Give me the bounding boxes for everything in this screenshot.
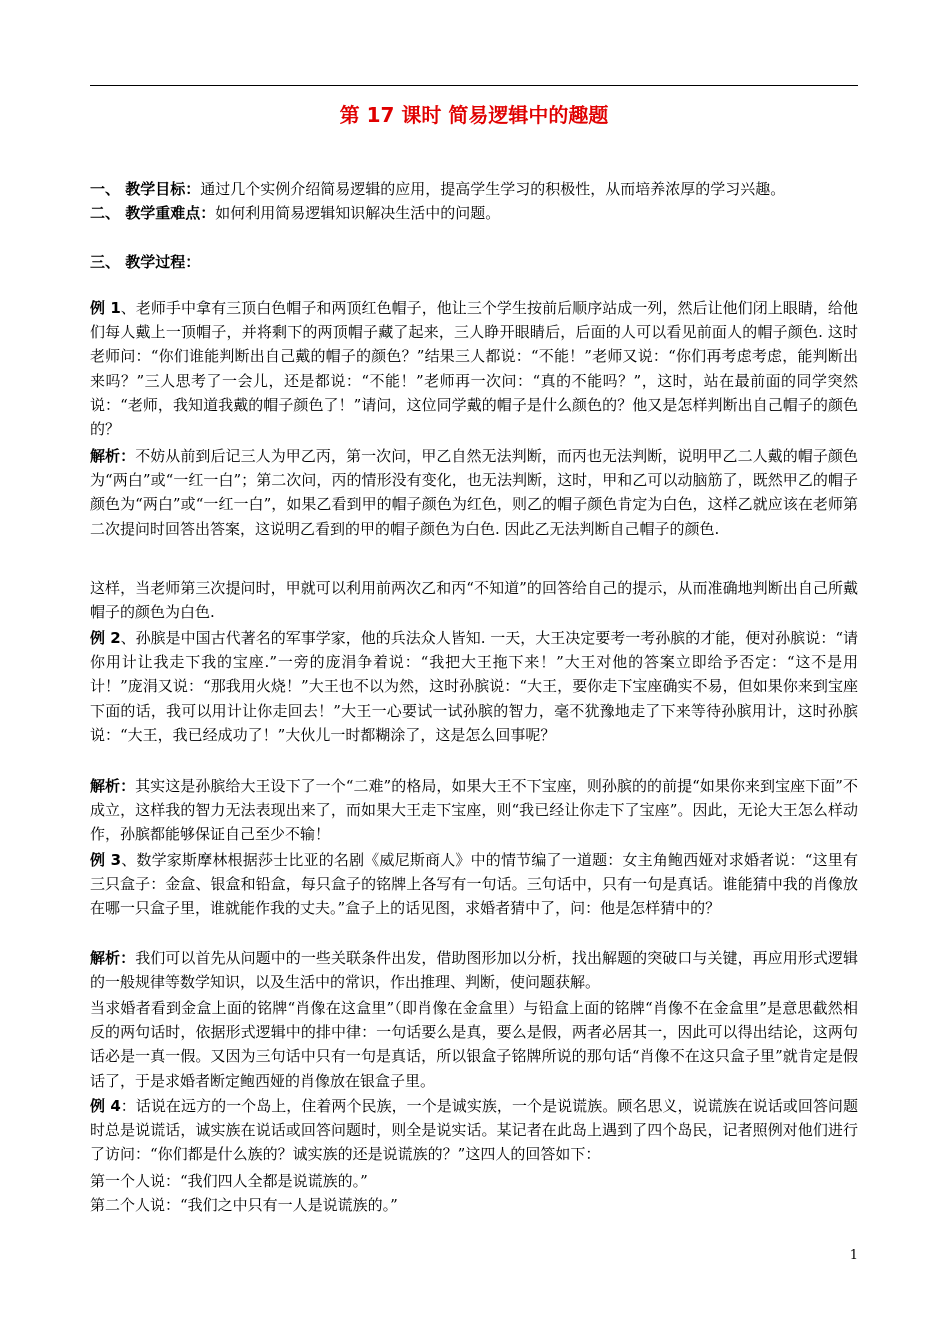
example-4-person-2: 第二个人说：“我们之中只有一人是说谎族的。” — [90, 1196, 398, 1214]
example-1-text: 、老师手中拿有三顶白色帽子和两顶红色帽子，他让三个学生按前后顺序站成一列，然后让他们闭上眼睛，给他们每人戴上一顶帽子，并将剩下的两顶帽子藏了起来，三人睁开眼睛后，后面的人可以看见前面人的帽子颜色. 这时老师问：“你们谁能判断出自己戴的帽子的颜色？”结果三人都说：“不能！”老师又说：“你们再考虑考虑，能判断出来吗？”三人思考了一会儿，还是都说：“不能！”老师再一次问：“真的不能吗？”，这时，站在最前面的同学突然说：“老师，我知道我戴的帽子颜色了！”请问，这位同学戴的帽子是什么颜色的？他又是怎样判断出自己帽子的颜色的？ — [90, 299, 858, 439]
example-4-text: ：话说在远方的一个岛上，住着两个民族，一个是诚实族，一个是说谎族。顾名思义，说谎族在说话或回答问题时总是说谎话，诚实族在说话或回答问题时，则全是说实话。某记者在此岛上遇到了四个岛民，记者照例对他们进行了访问：“你们都是什么族的？诚实族的还是说谎族的？”这四人的回答如下： — [90, 1097, 858, 1164]
teaching-goals — [90, 178, 858, 200]
process-heading — [90, 251, 858, 273]
solution-2-text: 其实这是孙膑给大王设下了一个“二难”的格局，如果大王不下宝座，则孙膑的的前提“如果你来到宝座下面”不成立，这样我的智力无法表现出来了，而如果大王走下宝座，则“我已经让你走下了宝座”。因此，无论大王怎么样动作，孙膑都能够保证自己至少不输！ — [90, 777, 858, 844]
example-4-person-1: 第一个人说：“我们四人全都是说谎族的。” — [90, 1172, 368, 1190]
header-rule — [90, 85, 858, 86]
solution-3-continued — [90, 996, 858, 1093]
example-3-text: 、数学家斯摩林根据莎士比亚的名剧《威尼斯商人》中的情节编了一道题：女主角鲍西娅对求婚者说：“这里有三只盒子：金盒、银盒和铅盒，每只盒子的铭牌上各写有一句话。三句话中，只有一句是真话。谁能猜中我的肖像放在哪一只盒子里，谁就能作我的丈夫。”盒子上的话见图，求婚者猜中了，问：他是怎样猜中的？ — [90, 851, 858, 918]
solution-1-label: 解析： — [90, 447, 136, 465]
example-2-label: 例 2 — [90, 629, 121, 647]
process-label: 三、 教学过程： — [90, 253, 201, 271]
goals-text: 通过几个实例介绍简易逻辑的应用，提高学生学习的积极性，从而培养浓厚的学习兴趣。 — [200, 180, 786, 198]
example-3 — [90, 848, 858, 921]
solution-2-label: 解析： — [90, 777, 136, 795]
goals-label: 一、 教学目标： — [90, 180, 201, 198]
example-2 — [90, 626, 858, 747]
solution-3-text-2: 当求婚者看到金盒上面的铭牌“肖像在这盒里”（即肖像在金盒里）与铅盒上面的铭牌“肖像不在金盒里”是意思截然相反的两句话时，依据形式逻辑中的排中律：一句话要么是真，要么是假，两者必居其一，因此可以得出结论，这两句话必是一真一假。又因为三句话中只有一句是真话，所以银盒子铭牌所说的那句话“肖像不在这只盒子里”就肯定是假话了，于是求婚者断定鲍西娅的肖像放在银盒子里。 — [90, 999, 858, 1090]
example-3-label: 例 3 — [90, 851, 122, 869]
solution-1 — [90, 444, 858, 541]
solution-3-label: 解析： — [90, 949, 136, 967]
example-1-label: 例 1 — [90, 299, 121, 317]
example-4-label: 例 4 — [90, 1097, 121, 1115]
key-points-text: 如何利用简易逻辑知识解决生活中的问题。 — [215, 204, 501, 222]
solution-1-continued — [90, 576, 858, 624]
key-points — [90, 202, 858, 224]
example-4 — [90, 1094, 858, 1167]
key-points-label: 二、 教学重难点： — [90, 204, 216, 222]
solution-3-text: 我们可以首先从问题中的一些关联条件出发，借助图形加以分析，找出解题的突破口与关键，再应用形式逻辑的一般规律等数学知识，以及生活中的常识，作出推理、判断，使问题获解。 — [90, 949, 858, 992]
solution-1-text-2: 这样，当老师第三次提问时，甲就可以利用前两次乙和丙“不知道”的回答给自己的提示，从而准确地判断出自己所戴帽子的颜色为白色. — [90, 579, 858, 622]
page-title: 第 17 课时 简易逻辑中的趣题 — [339, 103, 609, 127]
solution-2 — [90, 774, 858, 847]
solution-1-text: 不妨从前到后记三人为甲乙丙，第一次问，甲乙自然无法判断，而丙也无法判断，说明甲乙二人戴的帽子颜色为“两白”或“一红一白”；第二次问，丙的情形没有变化，也无法判断，这时，甲和乙可以动脑筋了，既然甲乙的帽子颜色为“两白”或“一红一白”，如果乙看到甲的帽子颜色为红色，则乙的帽子颜色肯定为白色，这样乙就应该在老师第二次提问时回答出答案，这说明乙看到的甲的帽子颜色为白色. 因此乙无法判断自己帽子的颜色. — [90, 447, 858, 538]
example-2-text: 、孙膑是中国古代著名的军事学家，他的兵法众人皆知. 一天，大王决定要考一考孙膑的才能，便对孙膑说：“请你用计让我走下我的宝座.”一旁的庞涓争着说：“我把大王拖下来！”大王对他的答案立即给予否定：“这不是用计！”庞涓又说：“那我用火烧！”大王也不以为然，这时孙膑说：“大王，要你走下宝座确实不易，但如果你来到宝座下面的话，我可以用计让你走回去！”大王一心要试一试孙膑的智力，毫不犹豫地走了下来等待孙膑用计，这时孙膑说：“大王，我已经成功了！”大伙儿一时都糊涂了，这是怎么回事呢？ — [90, 629, 858, 744]
page-number: 1 — [849, 1248, 858, 1263]
example-1 — [90, 296, 858, 441]
solution-3 — [90, 946, 858, 994]
